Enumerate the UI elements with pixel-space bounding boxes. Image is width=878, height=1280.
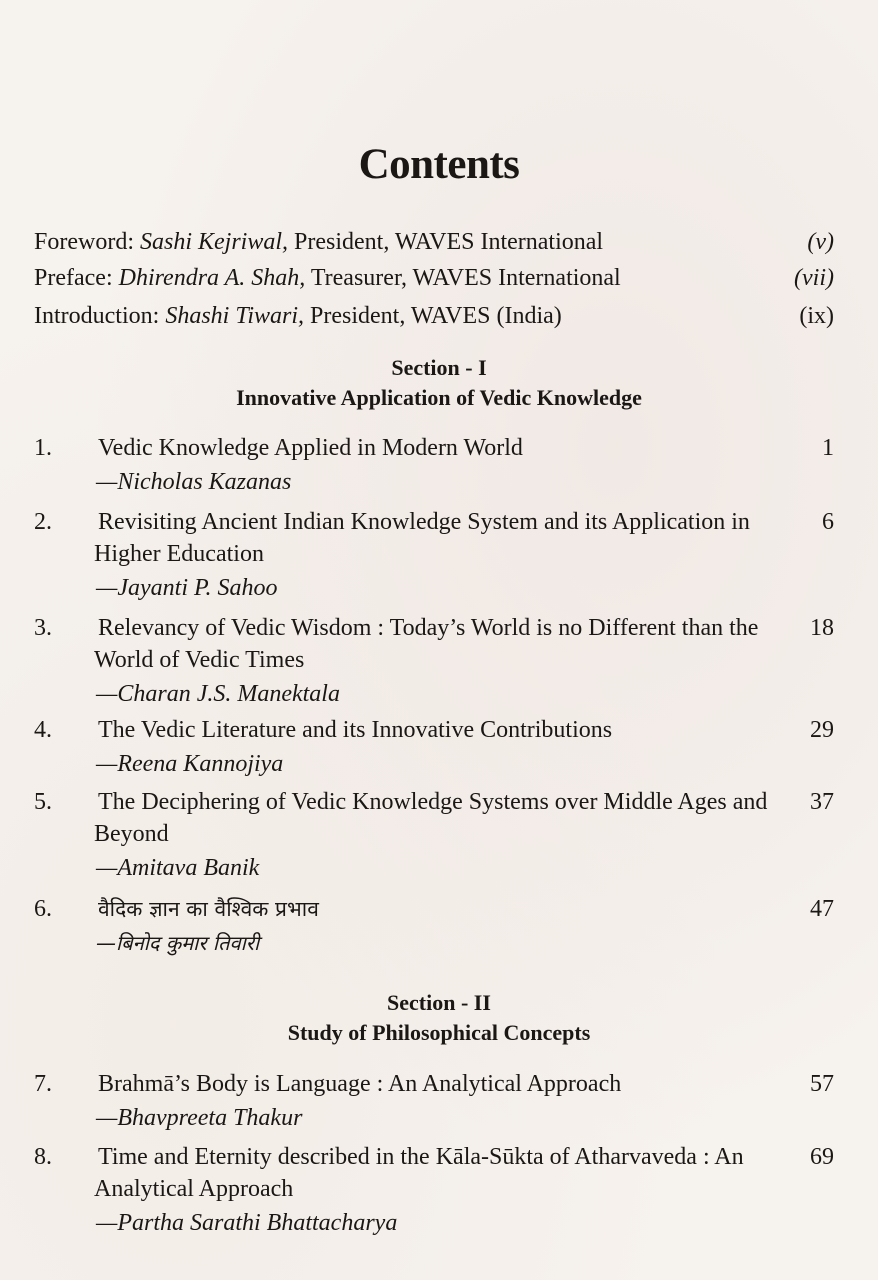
prelim-preface: [34, 261, 834, 295]
entry-page: 29: [810, 717, 834, 743]
prelim-foreword: [34, 225, 834, 259]
entry-author: —Bhavpreeta Thakur: [96, 1105, 303, 1131]
entry-number: 1.: [34, 435, 52, 461]
entry-number: 8.: [34, 1144, 52, 1170]
section-label: Section - II: [387, 990, 491, 1015]
prelim-label: Introduction:: [34, 303, 166, 329]
section-label: Section - I: [391, 355, 487, 380]
entry-author: —Jayanti P. Sahoo: [96, 575, 278, 601]
entry-page: 57: [810, 1071, 834, 1097]
prelim-label: Preface:: [34, 265, 119, 291]
entry-title: Vedic Knowledge Applied in Modern World: [98, 435, 523, 461]
section-heading: [0, 988, 878, 1048]
entry-author: —Nicholas Kazanas: [96, 469, 292, 495]
entry-number: 3.: [34, 615, 52, 641]
toc-entry: [34, 714, 834, 782]
prelim-author: Shashi Tiwari,: [165, 303, 305, 329]
section-title: Study of Philosophical Concepts: [287, 1020, 591, 1045]
entry-page: 37: [810, 789, 834, 815]
entry-number: 2.: [34, 509, 52, 535]
toc-entry: [34, 893, 834, 961]
entry-author: —बिनोद कुमार तिवारी: [96, 931, 260, 955]
toc-entry: [34, 1141, 834, 1241]
prelim-role: President, WAVES (India): [304, 303, 562, 329]
prelim-role: President, WAVES International: [288, 229, 604, 255]
prelim-author: Sashi Kejriwal,: [139, 229, 289, 255]
prelim-page: (ix): [799, 303, 834, 329]
section-title: Innovative Application of Vedic Knowledge: [236, 385, 642, 410]
entry-title: The Vedic Literature and its Innovative Contributions: [98, 717, 613, 743]
entry-title: वैदिक ज्ञान का वैश्विक प्रभाव: [98, 897, 319, 921]
prelim-page: (v): [807, 229, 834, 255]
toc-entry: [34, 1068, 834, 1136]
entry-page: 6: [822, 509, 834, 535]
entry-number: 7.: [34, 1071, 52, 1097]
toc-entry: [34, 432, 834, 500]
toc-entry: [34, 612, 834, 712]
prelim-introduction: [34, 299, 834, 333]
entry-page: 69: [810, 1144, 834, 1170]
entry-title: The Deciphering of Vedic Knowledge Systems over Middle Ages and Beyond: [94, 789, 768, 847]
entry-number: 6.: [34, 896, 52, 922]
prelim-role: Treasurer, WAVES International: [305, 265, 621, 291]
prelim-author: Dhirendra A. Shah,: [118, 265, 306, 291]
entry-title: Time and Eternity described in the Kāla-Sūkta of Atharvaveda : An Analytical Approach: [94, 1144, 744, 1202]
entry-title: Revisiting Ancient Indian Knowledge System and its Application in Higher Education: [94, 509, 750, 567]
entry-author: —Amitava Banik: [96, 855, 260, 881]
entry-author: —Partha Sarathi Bhattacharya: [96, 1210, 398, 1236]
entry-page: 18: [810, 615, 834, 641]
toc-entry: [34, 506, 834, 606]
entry-title: Brahmā’s Body is Language : An Analytical Approach: [98, 1071, 622, 1097]
toc-entry: [34, 786, 834, 886]
section-heading: [0, 353, 878, 413]
entry-author: —Charan J.S. Manektala: [96, 681, 340, 707]
entry-number: 5.: [34, 789, 52, 815]
entry-title: Relevancy of Vedic Wisdom : Today’s World is no Different than the World of Vedic Times: [94, 615, 759, 673]
entry-author: —Reena Kannojiya: [96, 751, 284, 777]
entry-number: 4.: [34, 717, 52, 743]
entry-page: 1: [822, 435, 834, 461]
prelim-page: (vii): [794, 265, 834, 291]
page-title: Contents: [358, 141, 520, 188]
prelim-label: Foreword:: [34, 229, 140, 255]
entry-page: 47: [810, 896, 834, 922]
